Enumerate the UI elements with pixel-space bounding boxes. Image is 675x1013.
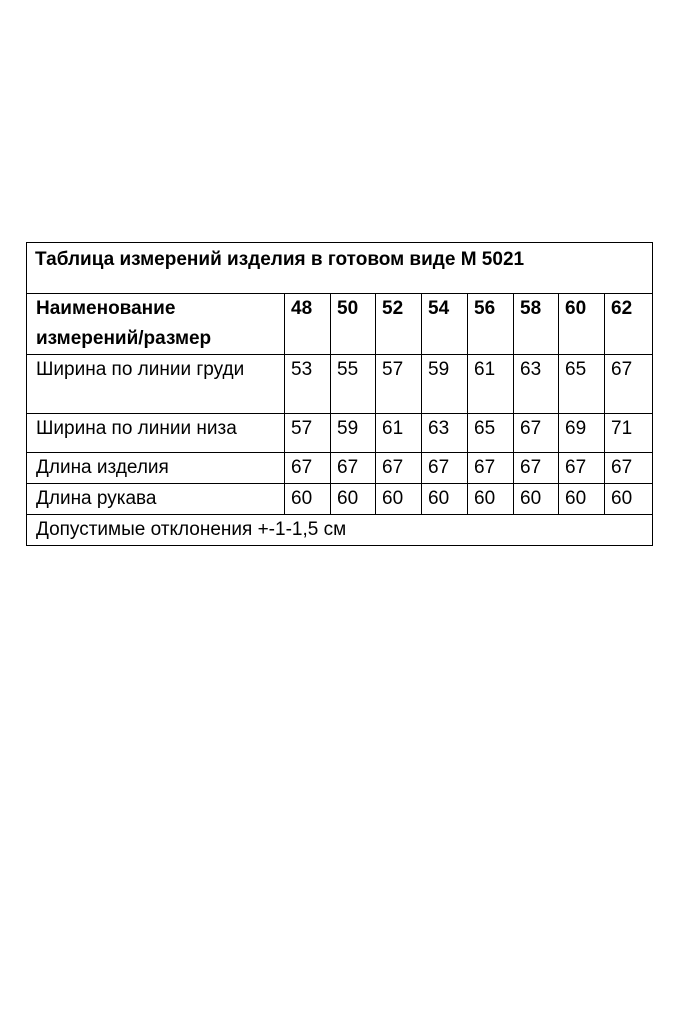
row-label: Ширина по линии низа xyxy=(27,414,285,453)
tolerance-note: Допустимые отклонения +-1-1,5 см xyxy=(27,515,653,546)
table-cell: 61 xyxy=(376,414,422,453)
table-cell: 69 xyxy=(559,414,605,453)
table-cell: 67 xyxy=(514,453,559,484)
table-cell: 59 xyxy=(331,414,376,453)
table-cell: 63 xyxy=(514,355,559,414)
header-row xyxy=(27,294,653,355)
size-header: 56 xyxy=(468,294,514,355)
table-row xyxy=(27,414,653,453)
row-label: Длина изделия xyxy=(27,453,285,484)
table-cell: 67 xyxy=(422,453,468,484)
header-label: Наименование измерений/размер xyxy=(27,294,285,355)
row-label: Длина рукава xyxy=(27,484,285,515)
table-cell: 63 xyxy=(422,414,468,453)
table-cell: 55 xyxy=(331,355,376,414)
table-cell: 61 xyxy=(468,355,514,414)
table-row xyxy=(27,453,653,484)
size-header: 48 xyxy=(285,294,331,355)
table-cell: 67 xyxy=(559,453,605,484)
table-cell: 71 xyxy=(605,414,653,453)
table-cell: 67 xyxy=(331,453,376,484)
table-cell: 67 xyxy=(468,453,514,484)
table-title: Таблица измерений изделия в готовом виде М 5021 xyxy=(27,243,653,294)
size-header: 62 xyxy=(605,294,653,355)
measurement-table xyxy=(26,242,653,546)
table-cell: 67 xyxy=(605,355,653,414)
table-cell: 60 xyxy=(468,484,514,515)
size-header: 52 xyxy=(376,294,422,355)
table-cell: 60 xyxy=(376,484,422,515)
footer-row xyxy=(27,515,653,546)
table-cell: 60 xyxy=(559,484,605,515)
table-cell: 65 xyxy=(468,414,514,453)
table-cell: 57 xyxy=(376,355,422,414)
table-cell: 65 xyxy=(559,355,605,414)
table-cell: 60 xyxy=(285,484,331,515)
table-cell: 67 xyxy=(376,453,422,484)
row-label: Ширина по линии груди xyxy=(27,355,285,414)
table-cell: 67 xyxy=(605,453,653,484)
title-row xyxy=(27,243,653,294)
size-header: 60 xyxy=(559,294,605,355)
size-header: 58 xyxy=(514,294,559,355)
table-cell: 57 xyxy=(285,414,331,453)
table-row xyxy=(27,484,653,515)
table-row xyxy=(27,355,653,414)
size-header: 50 xyxy=(331,294,376,355)
table-cell: 60 xyxy=(605,484,653,515)
table-cell: 60 xyxy=(331,484,376,515)
table-cell: 67 xyxy=(285,453,331,484)
size-header: 54 xyxy=(422,294,468,355)
table-cell: 59 xyxy=(422,355,468,414)
table-cell: 53 xyxy=(285,355,331,414)
table-cell: 67 xyxy=(514,414,559,453)
table-cell: 60 xyxy=(422,484,468,515)
table-cell: 60 xyxy=(514,484,559,515)
